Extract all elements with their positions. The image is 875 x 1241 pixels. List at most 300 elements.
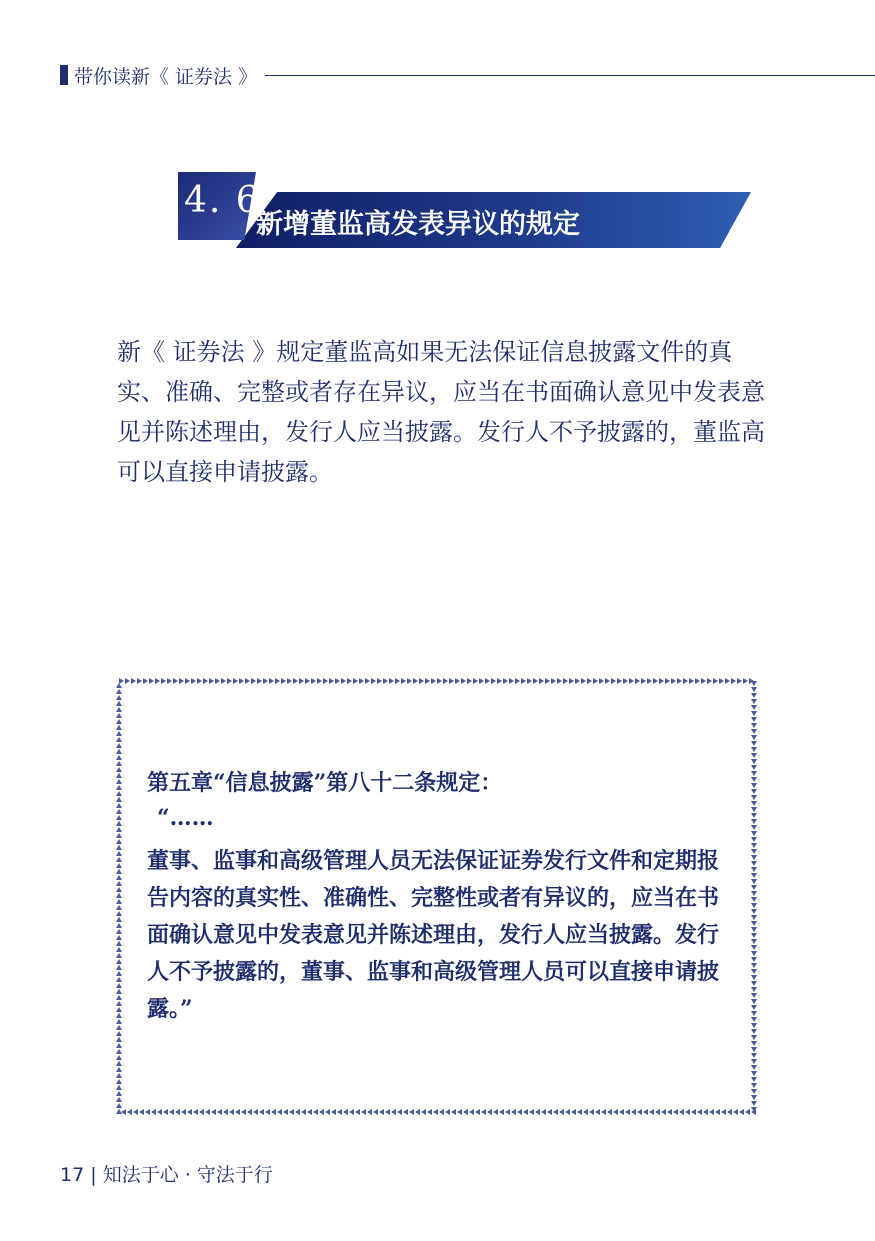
border-arrow (751, 999, 757, 1004)
border-arrow (467, 678, 472, 684)
border-arrow (697, 1109, 702, 1115)
border-arrow (623, 678, 628, 684)
border-arrow (299, 678, 304, 684)
border-arrow (289, 1109, 294, 1115)
border-arrow (169, 1109, 174, 1115)
border-arrow (359, 678, 364, 684)
border-arrow (617, 678, 622, 684)
border-arrow (457, 1109, 462, 1115)
border-arrow (449, 678, 454, 684)
border-arrow (751, 735, 757, 740)
border-arrow (613, 1109, 618, 1115)
border-arrow (116, 719, 122, 724)
border-arrow (116, 959, 122, 964)
border-arrow (751, 1059, 757, 1064)
border-arrow (137, 678, 142, 684)
border-arrow (241, 1109, 246, 1115)
border-arrow (751, 879, 757, 884)
border-arrow (751, 759, 757, 764)
border-arrow (751, 873, 757, 878)
border-arrow (751, 915, 757, 920)
border-arrow (643, 1109, 648, 1115)
border-arrow (695, 678, 700, 684)
border-arrow (485, 678, 490, 684)
border-arrow (743, 678, 748, 684)
border-arrow (116, 881, 122, 886)
border-arrow (445, 1109, 450, 1115)
border-arrow (295, 1109, 300, 1115)
border-arrow (653, 678, 658, 684)
border-arrow (371, 678, 376, 684)
border-arrow (715, 1109, 720, 1115)
border-arrow (143, 678, 148, 684)
body-paragraph: 新《 证券法 》规定董监高如果无法保证信息披露文件的真实、准确、完整或者存在异议，应当在书面确认意见中发表意见并陈述理由，发行人应当披露。发行人不予披露的，董监高可以直接申请披露。 (117, 338, 765, 486)
border-arrow (689, 678, 694, 684)
border-arrow (751, 927, 757, 932)
border-arrow (751, 693, 757, 698)
border-arrow (116, 935, 122, 940)
border-arrow (215, 678, 220, 684)
header-title: 带你读新《 证券法 》 (74, 65, 258, 88)
border-arrow (533, 678, 538, 684)
border-arrow (379, 1109, 384, 1115)
border-arrow (751, 801, 757, 806)
border-arrow (116, 743, 122, 748)
border-arrow (116, 791, 122, 796)
border-arrow (116, 911, 122, 916)
border-arrow (116, 845, 122, 850)
border-arrow (116, 815, 122, 820)
border-arrow (116, 695, 122, 700)
border-arrow (307, 1109, 312, 1115)
border-arrow (751, 1101, 757, 1106)
border-arrow (361, 1109, 366, 1115)
border-arrow (733, 1109, 738, 1115)
border-arrow (407, 678, 412, 684)
border-arrow (605, 678, 610, 684)
border-arrow (751, 711, 757, 716)
border-arrow (751, 909, 757, 914)
border-arrow (217, 1109, 222, 1115)
page-header (60, 62, 875, 88)
border-arrow (751, 849, 757, 854)
border-arrow (659, 678, 664, 684)
border-arrow (497, 678, 502, 684)
border-arrow (403, 1109, 408, 1115)
border-arrow (116, 761, 122, 766)
border-arrow (263, 678, 268, 684)
border-arrow (341, 678, 346, 684)
border-arrow (373, 1109, 378, 1115)
border-arrow (281, 678, 286, 684)
border-arrow (116, 821, 122, 826)
border-arrow (116, 1037, 122, 1042)
border-arrow (227, 678, 232, 684)
border-arrow (751, 831, 757, 836)
border-arrow (751, 951, 757, 956)
border-arrow (599, 678, 604, 684)
border-arrow (751, 1041, 757, 1046)
border-arrow (401, 678, 406, 684)
border-arrow (751, 1017, 757, 1022)
border-arrow (116, 1013, 122, 1018)
border-arrow (331, 1109, 336, 1115)
border-arrow (541, 1109, 546, 1115)
border-arrow (116, 1061, 122, 1066)
section-number: 4. 6 (184, 180, 261, 221)
border-arrow (385, 1109, 390, 1115)
border-arrow (713, 678, 718, 684)
border-arrow (721, 1109, 726, 1115)
border-arrow (751, 885, 757, 890)
border-arrow (395, 678, 400, 684)
border-arrow (703, 1109, 708, 1115)
border-arrow (116, 1073, 122, 1078)
border-arrow (451, 1109, 456, 1115)
footer-slogan: 知法于心 · 守法于行 (102, 1164, 273, 1186)
border-arrow (725, 678, 730, 684)
border-arrow (116, 1079, 122, 1084)
border-arrow (365, 678, 370, 684)
border-arrow (223, 1109, 228, 1115)
border-arrow (577, 1109, 582, 1115)
border-arrow (751, 807, 757, 812)
border-arrow (751, 1047, 757, 1052)
border-arrow (463, 1109, 468, 1115)
border-arrow (116, 1025, 122, 1030)
border-arrow (461, 678, 466, 684)
border-arrow (253, 1109, 258, 1115)
border-arrow (707, 678, 712, 684)
quote-heading: 第五章“信息披露”第八十二条规定： (147, 770, 503, 796)
border-arrow (595, 1109, 600, 1115)
border-arrow (455, 678, 460, 684)
border-arrow (149, 678, 154, 684)
border-arrow (116, 1031, 122, 1036)
border-arrow (197, 678, 202, 684)
border-arrow (557, 678, 562, 684)
border-arrow (235, 1109, 240, 1115)
border-arrow (259, 1109, 264, 1115)
border-arrow (631, 1109, 636, 1115)
border-arrow (491, 678, 496, 684)
border-arrow (116, 839, 122, 844)
header-divider (265, 75, 875, 76)
border-arrow (151, 1109, 156, 1115)
border-arrow (161, 678, 166, 684)
border-arrow (731, 678, 736, 684)
border-arrow (751, 819, 757, 824)
border-arrow (415, 1109, 420, 1115)
border-arrow (661, 1109, 666, 1115)
border-arrow (116, 941, 122, 946)
border-arrow (677, 678, 682, 684)
border-arrow (203, 678, 208, 684)
border-arrow (673, 1109, 678, 1115)
border-arrow (751, 963, 757, 968)
border-arrow (209, 678, 214, 684)
border-arrow (257, 678, 262, 684)
border-arrow (367, 1109, 372, 1115)
border-arrow (751, 705, 757, 710)
border-arrow (515, 678, 520, 684)
border-arrow (116, 1097, 122, 1102)
border-arrow (611, 678, 616, 684)
page-number: 17 (60, 1164, 85, 1186)
border-arrow (116, 731, 122, 736)
border-arrow (317, 678, 322, 684)
border-arrow (427, 1109, 432, 1115)
border-arrow (287, 678, 292, 684)
border-arrow (173, 678, 178, 684)
border-arrow (751, 1005, 757, 1010)
border-arrow (691, 1109, 696, 1115)
border-arrow (745, 1109, 750, 1115)
border-arrow (389, 678, 394, 684)
border-arrow (647, 678, 652, 684)
border-arrow (116, 1067, 122, 1072)
border-arrow (737, 678, 742, 684)
border-arrow (433, 1109, 438, 1115)
border-arrow (116, 857, 122, 862)
border-arrow (751, 825, 757, 830)
border-arrow (751, 843, 757, 848)
border-arrow (145, 1109, 150, 1115)
border-arrow (116, 863, 122, 868)
border-arrow (475, 1109, 480, 1115)
border-arrow (751, 1095, 757, 1100)
border-arrow (751, 867, 757, 872)
border-arrow (565, 1109, 570, 1115)
border-arrow (641, 678, 646, 684)
border-arrow (517, 1109, 522, 1115)
border-arrow (751, 699, 757, 704)
border-arrow (116, 749, 122, 754)
border-arrow (269, 678, 274, 684)
border-arrow (751, 1071, 757, 1076)
border-arrow (679, 1109, 684, 1115)
border-arrow (199, 1109, 204, 1115)
border-arrow (539, 678, 544, 684)
border-arrow (751, 897, 757, 902)
border-arrow (751, 771, 757, 776)
border-arrow (355, 1109, 360, 1115)
border-arrow (353, 678, 358, 684)
border-arrow (323, 678, 328, 684)
border-arrow (509, 678, 514, 684)
border-arrow (221, 678, 226, 684)
section-title: 新增董监高发表异议的规定 (256, 209, 580, 240)
border-arrow (337, 1109, 342, 1115)
border-arrow (727, 1109, 732, 1115)
border-arrow (637, 1109, 642, 1115)
border-arrow (193, 1109, 198, 1115)
law-quote-box (115, 677, 758, 1116)
border-arrow (481, 1109, 486, 1115)
border-arrow (187, 1109, 192, 1115)
border-arrow (503, 678, 508, 684)
border-arrow (271, 1109, 276, 1115)
border-arrow (527, 678, 532, 684)
border-arrow (587, 678, 592, 684)
border-arrow (443, 678, 448, 684)
header-accent-bar (60, 65, 68, 85)
border-arrow (325, 1109, 330, 1115)
border-arrow (751, 903, 757, 908)
border-arrow (421, 1109, 426, 1115)
border-arrow (155, 678, 160, 684)
border-arrow (751, 993, 757, 998)
border-arrow (377, 678, 382, 684)
border-arrow (116, 707, 122, 712)
border-arrow (563, 678, 568, 684)
border-arrow (589, 1109, 594, 1115)
border-arrow (751, 729, 757, 734)
border-arrow (391, 1109, 396, 1115)
border-arrow (529, 1109, 534, 1115)
border-arrow (751, 855, 757, 860)
border-arrow (751, 987, 757, 992)
border-arrow (625, 1109, 630, 1115)
border-arrow (116, 947, 122, 952)
border-arrow (343, 1109, 348, 1115)
border-arrow (116, 779, 122, 784)
border-arrow (751, 939, 757, 944)
border-arrow (383, 678, 388, 684)
border-arrow (116, 755, 122, 760)
border-arrow (116, 1103, 122, 1108)
border-arrow (709, 1109, 714, 1115)
border-arrow (116, 1109, 122, 1114)
border-arrow (547, 1109, 552, 1115)
border-arrow (545, 678, 550, 684)
border-arrow (191, 678, 196, 684)
border-arrow (499, 1109, 504, 1115)
quote-content (147, 765, 737, 1028)
footer-separator: | (90, 1164, 97, 1186)
border-arrow (133, 1109, 138, 1115)
border-arrow (127, 1109, 132, 1115)
border-arrow (116, 1085, 122, 1090)
border-arrow (175, 1109, 180, 1115)
border-arrow (293, 678, 298, 684)
border-arrow (751, 837, 757, 842)
border-arrow (275, 678, 280, 684)
border-arrow (569, 678, 574, 684)
section-banner (178, 172, 753, 248)
border-arrow (671, 678, 676, 684)
border-arrow (185, 678, 190, 684)
border-arrow (439, 1109, 444, 1115)
border-arrow (523, 1109, 528, 1115)
border-arrow (511, 1109, 516, 1115)
border-arrow (583, 1109, 588, 1115)
border-arrow (493, 1109, 498, 1115)
border-arrow (116, 689, 122, 694)
border-arrow (116, 713, 122, 718)
border-arrow (277, 1109, 282, 1115)
border-arrow (751, 1011, 757, 1016)
border-arrow (116, 683, 122, 688)
border-arrow (116, 827, 122, 832)
border-arrow (751, 957, 757, 962)
quote-ellipsis: “…… (157, 805, 214, 831)
border-arrow (739, 1109, 744, 1115)
page-footer (60, 1160, 273, 1187)
border-arrow (239, 678, 244, 684)
border-arrow (419, 678, 424, 684)
border-arrow (116, 767, 122, 772)
border-arrow (116, 929, 122, 934)
border-arrow (751, 747, 757, 752)
border-arrow (116, 803, 122, 808)
border-arrow (329, 678, 334, 684)
border-arrow (751, 969, 757, 974)
border-arrow (125, 678, 130, 684)
border-arrow (593, 678, 598, 684)
border-arrow (116, 971, 122, 976)
border-arrow (181, 1109, 186, 1115)
border-arrow (397, 1109, 402, 1115)
border-arrow (116, 1019, 122, 1024)
border-arrow (121, 1109, 126, 1115)
border-arrow (655, 1109, 660, 1115)
border-arrow (245, 678, 250, 684)
border-arrow (116, 1055, 122, 1060)
border-arrow (751, 783, 757, 788)
border-arrow (116, 809, 122, 814)
border-arrow (751, 795, 757, 800)
border-arrow (601, 1109, 606, 1115)
border-arrow (116, 1001, 122, 1006)
border-arrow (719, 678, 724, 684)
border-arrow (311, 678, 316, 684)
border-arrow (116, 905, 122, 910)
border-arrow (409, 1109, 414, 1115)
border-arrow (119, 678, 124, 684)
border-arrow (701, 678, 706, 684)
border-arrow (559, 1109, 564, 1115)
border-arrow (685, 1109, 690, 1115)
border-arrow (116, 965, 122, 970)
border-arrow (667, 1109, 672, 1115)
border-arrow (116, 989, 122, 994)
border-arrow (751, 861, 757, 866)
border-arrow (521, 678, 526, 684)
border-arrow (413, 678, 418, 684)
border-arrow (301, 1109, 306, 1115)
border-arrow (751, 1023, 757, 1028)
border-arrow (313, 1109, 318, 1115)
border-arrow (751, 1083, 757, 1088)
border-arrow (211, 1109, 216, 1115)
border-arrow (535, 1109, 540, 1115)
border-arrow (683, 678, 688, 684)
border-arrow (116, 773, 122, 778)
border-arrow (751, 981, 757, 986)
border-arrow (335, 678, 340, 684)
border-arrow (553, 1109, 558, 1115)
border-arrow (425, 678, 430, 684)
border-arrow (469, 1109, 474, 1115)
border-arrow (751, 945, 757, 950)
border-arrow (751, 1065, 757, 1070)
border-arrow (116, 851, 122, 856)
border-arrow (665, 678, 670, 684)
border-arrow (116, 875, 122, 880)
border-arrow (751, 921, 757, 926)
border-arrow (116, 1049, 122, 1054)
